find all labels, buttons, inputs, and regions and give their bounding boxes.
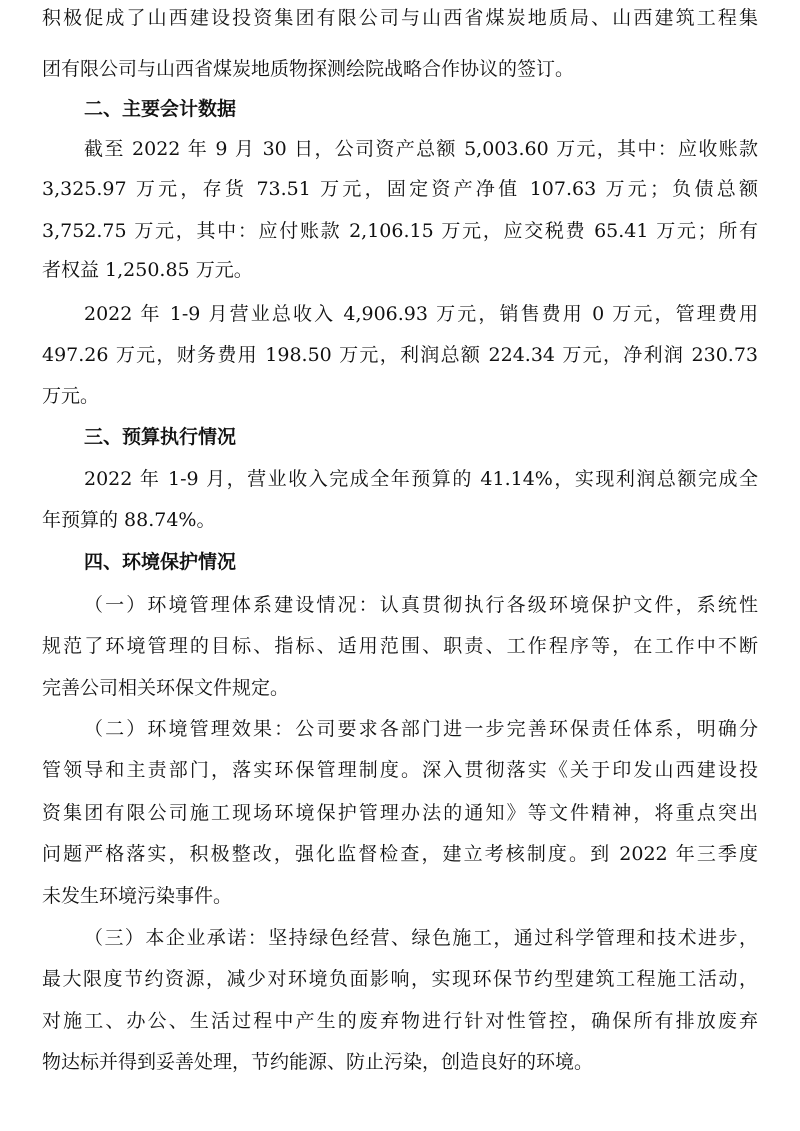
paragraph-line: 团有限公司与山西省煤炭地质物探测绘院战略合作协议的签订。 <box>42 58 575 80</box>
paragraph-line: 截至 2022 年 9 月 30 日，公司资产总额 5,003.60 万元，其中：应收账款 <box>84 138 758 160</box>
section-heading-accounting-data: 二、主要会计数据 <box>84 98 237 120</box>
paragraph-line: 者权益 1,250.85 万元。 <box>42 259 253 281</box>
paragraph-line: 年预算的 88.74%。 <box>42 509 216 531</box>
section-heading-budget: 三、预算执行情况 <box>84 426 237 448</box>
paragraph-line: 对施工、办公、生活过程中产生的废弃物进行针对性管控，确保所有排放废弃 <box>42 1010 758 1032</box>
paragraph-line: 规范了环境管理的目标、指标、适用范围、职责、工作程序等，在工作中不断 <box>42 635 758 657</box>
paragraph-line: 问题严格落实，积极整改，强化监督检查，建立考核制度。到 2022 年三季度 <box>42 843 758 865</box>
paragraph-line: （三）本企业承诺：坚持绿色经营、绿色施工，通过科学管理和技术进步， <box>84 927 758 949</box>
paragraph-line: 497.26 万元，财务费用 198.50 万元，利润总额 224.34 万元，净利润 230.73 <box>42 344 758 366</box>
paragraph-line: 2022 年 1-9 月营业总收入 4,906.93 万元，销售费用 0 万元，管理费用 <box>84 303 758 325</box>
paragraph-line: 管领导和主责部门，落实环保管理制度。深入贯彻落实《关于印发山西建设投 <box>42 759 758 781</box>
paragraph-line: （二）环境管理效果：公司要求各部门进一步完善环保责任体系，明确分 <box>84 718 758 740</box>
paragraph-line: 2022 年 1-9 月，营业收入完成全年预算的 41.14%，实现利润总额完成全 <box>84 468 758 490</box>
paragraph-line: （一）环境管理体系建设情况：认真贯彻执行各级环境保护文件，系统性 <box>84 594 758 616</box>
paragraph-line: 未发生环境污染事件。 <box>42 885 233 907</box>
paragraph-line: 物达标并得到妥善处理，节约能源、防止污染，创造良好的环境。 <box>42 1051 594 1073</box>
paragraph-line: 完善公司相关环保文件规定。 <box>42 677 290 699</box>
paragraph-line: 万元。 <box>42 385 100 407</box>
paragraph-line: 积极促成了山西建设投资集团有限公司与山西省煤炭地质局、山西建筑工程集 <box>42 7 758 29</box>
paragraph-line: 3,752.75 万元，其中：应付账款 2,106.15 万元，应交税费 65.41 万元；所有 <box>42 220 758 242</box>
paragraph-line: 最大限度节约资源，减少对环境负面影响，实现环保节约型建筑工程施工活动， <box>42 968 758 990</box>
paragraph-line: 3,325.97 万元，存货 73.51 万元，固定资产净值 107.63 万元；负债总额 <box>42 178 758 200</box>
paragraph-line: 资集团有限公司施工现场环境保护管理办法的通知》等文件精神，将重点突出 <box>42 802 758 824</box>
section-heading-environment: 四、环境保护情况 <box>84 551 237 573</box>
